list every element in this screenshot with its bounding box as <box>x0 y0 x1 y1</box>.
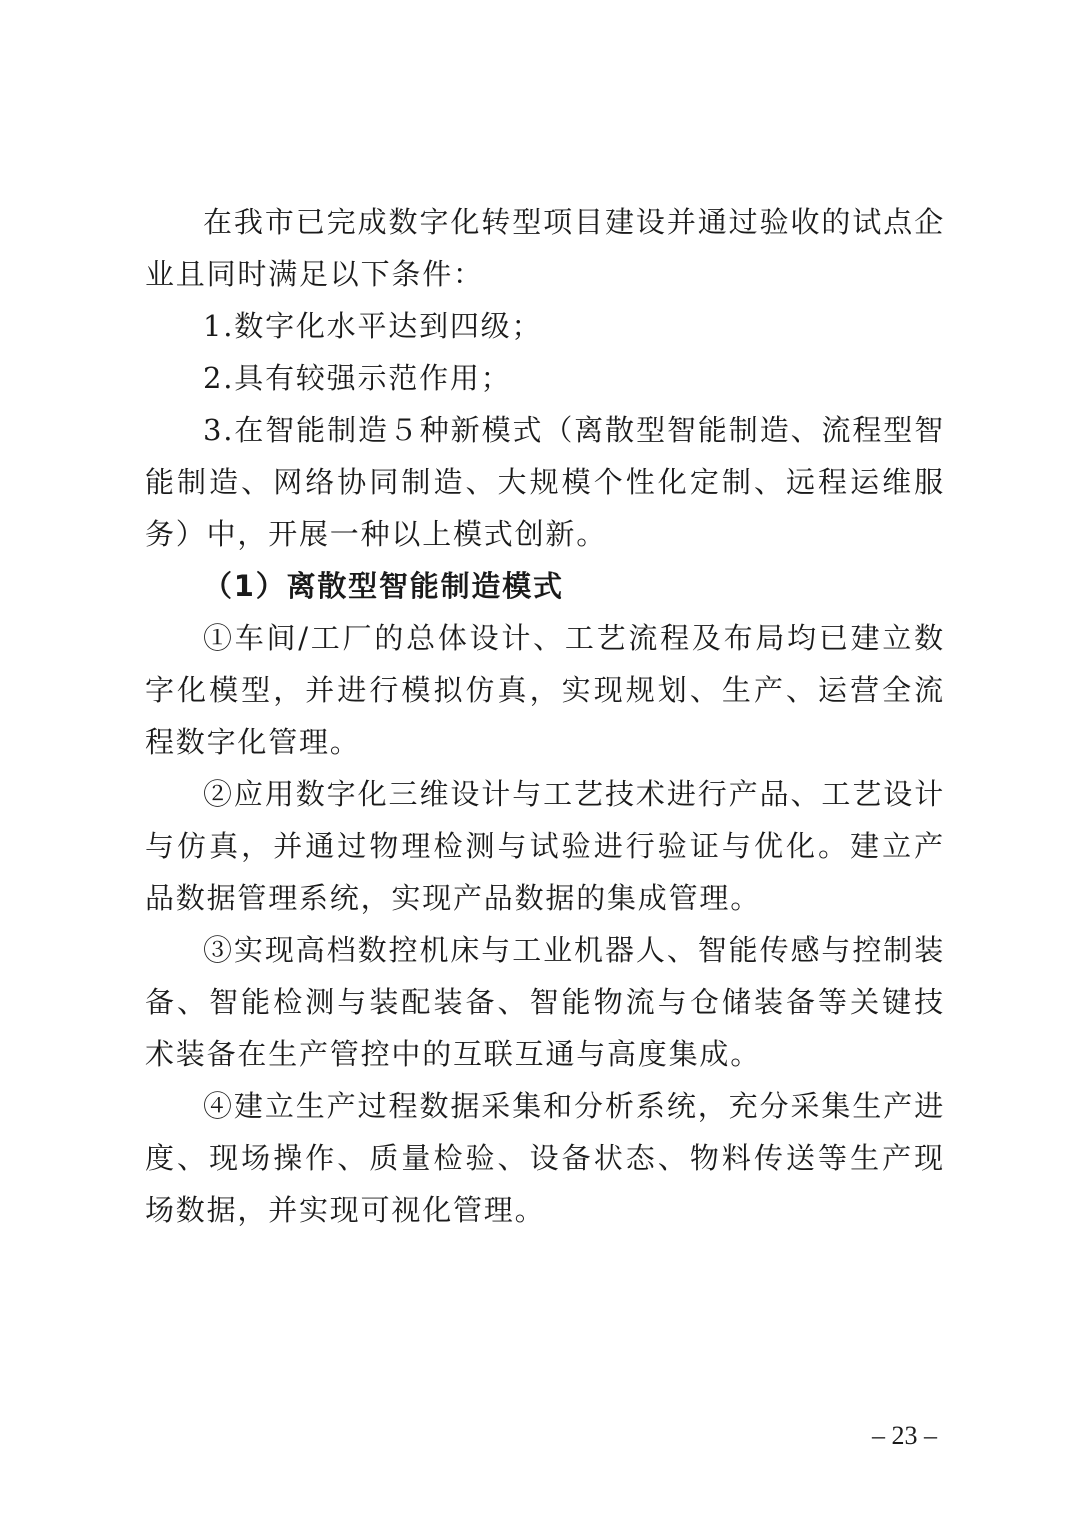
item-3: ③实现高档数控机床与工业机器人、智能传感与控制装备、智能检测与装配装备、智能物流与仓储装备等关键技术装备在生产管控中的互联互通与高度集成。 <box>145 933 945 1071</box>
document-body <box>145 196 945 1236</box>
item-2: ②应用数字化三维设计与工艺技术进行产品、工艺设计与仿真，并通过物理检测与试验进行验证与优化。建立产品数据管理系统，实现产品数据的集成管理。 <box>145 777 945 915</box>
condition-2: 2.具有较强示范作用； <box>203 361 512 395</box>
intro-paragraph: 在我市已完成数字化转型项目建设并通过验收的试点企业且同时满足以下条件： <box>145 205 945 291</box>
condition-3: 3.在智能制造５种新模式（离散型智能制造、流程型智能制造、网络协同制造、大规模个性化定制、远程运维服务）中，开展一种以上模式创新。 <box>145 413 945 551</box>
section-heading: （1）离散型智能制造模式 <box>203 569 564 603</box>
condition-1: 1.数字化水平达到四级； <box>203 309 543 343</box>
item-4: ④建立生产过程数据采集和分析系统，充分采集生产进度、现场操作、质量检验、设备状态、物料传送等生产现场数据，并实现可视化管理。 <box>145 1089 945 1227</box>
page-number: – 23 – <box>872 1421 937 1450</box>
item-1: ①车间/工厂的总体设计、工艺流程及布局均已建立数字化模型，并进行模拟仿真，实现规划、生产、运营全流程数字化管理。 <box>145 621 945 759</box>
